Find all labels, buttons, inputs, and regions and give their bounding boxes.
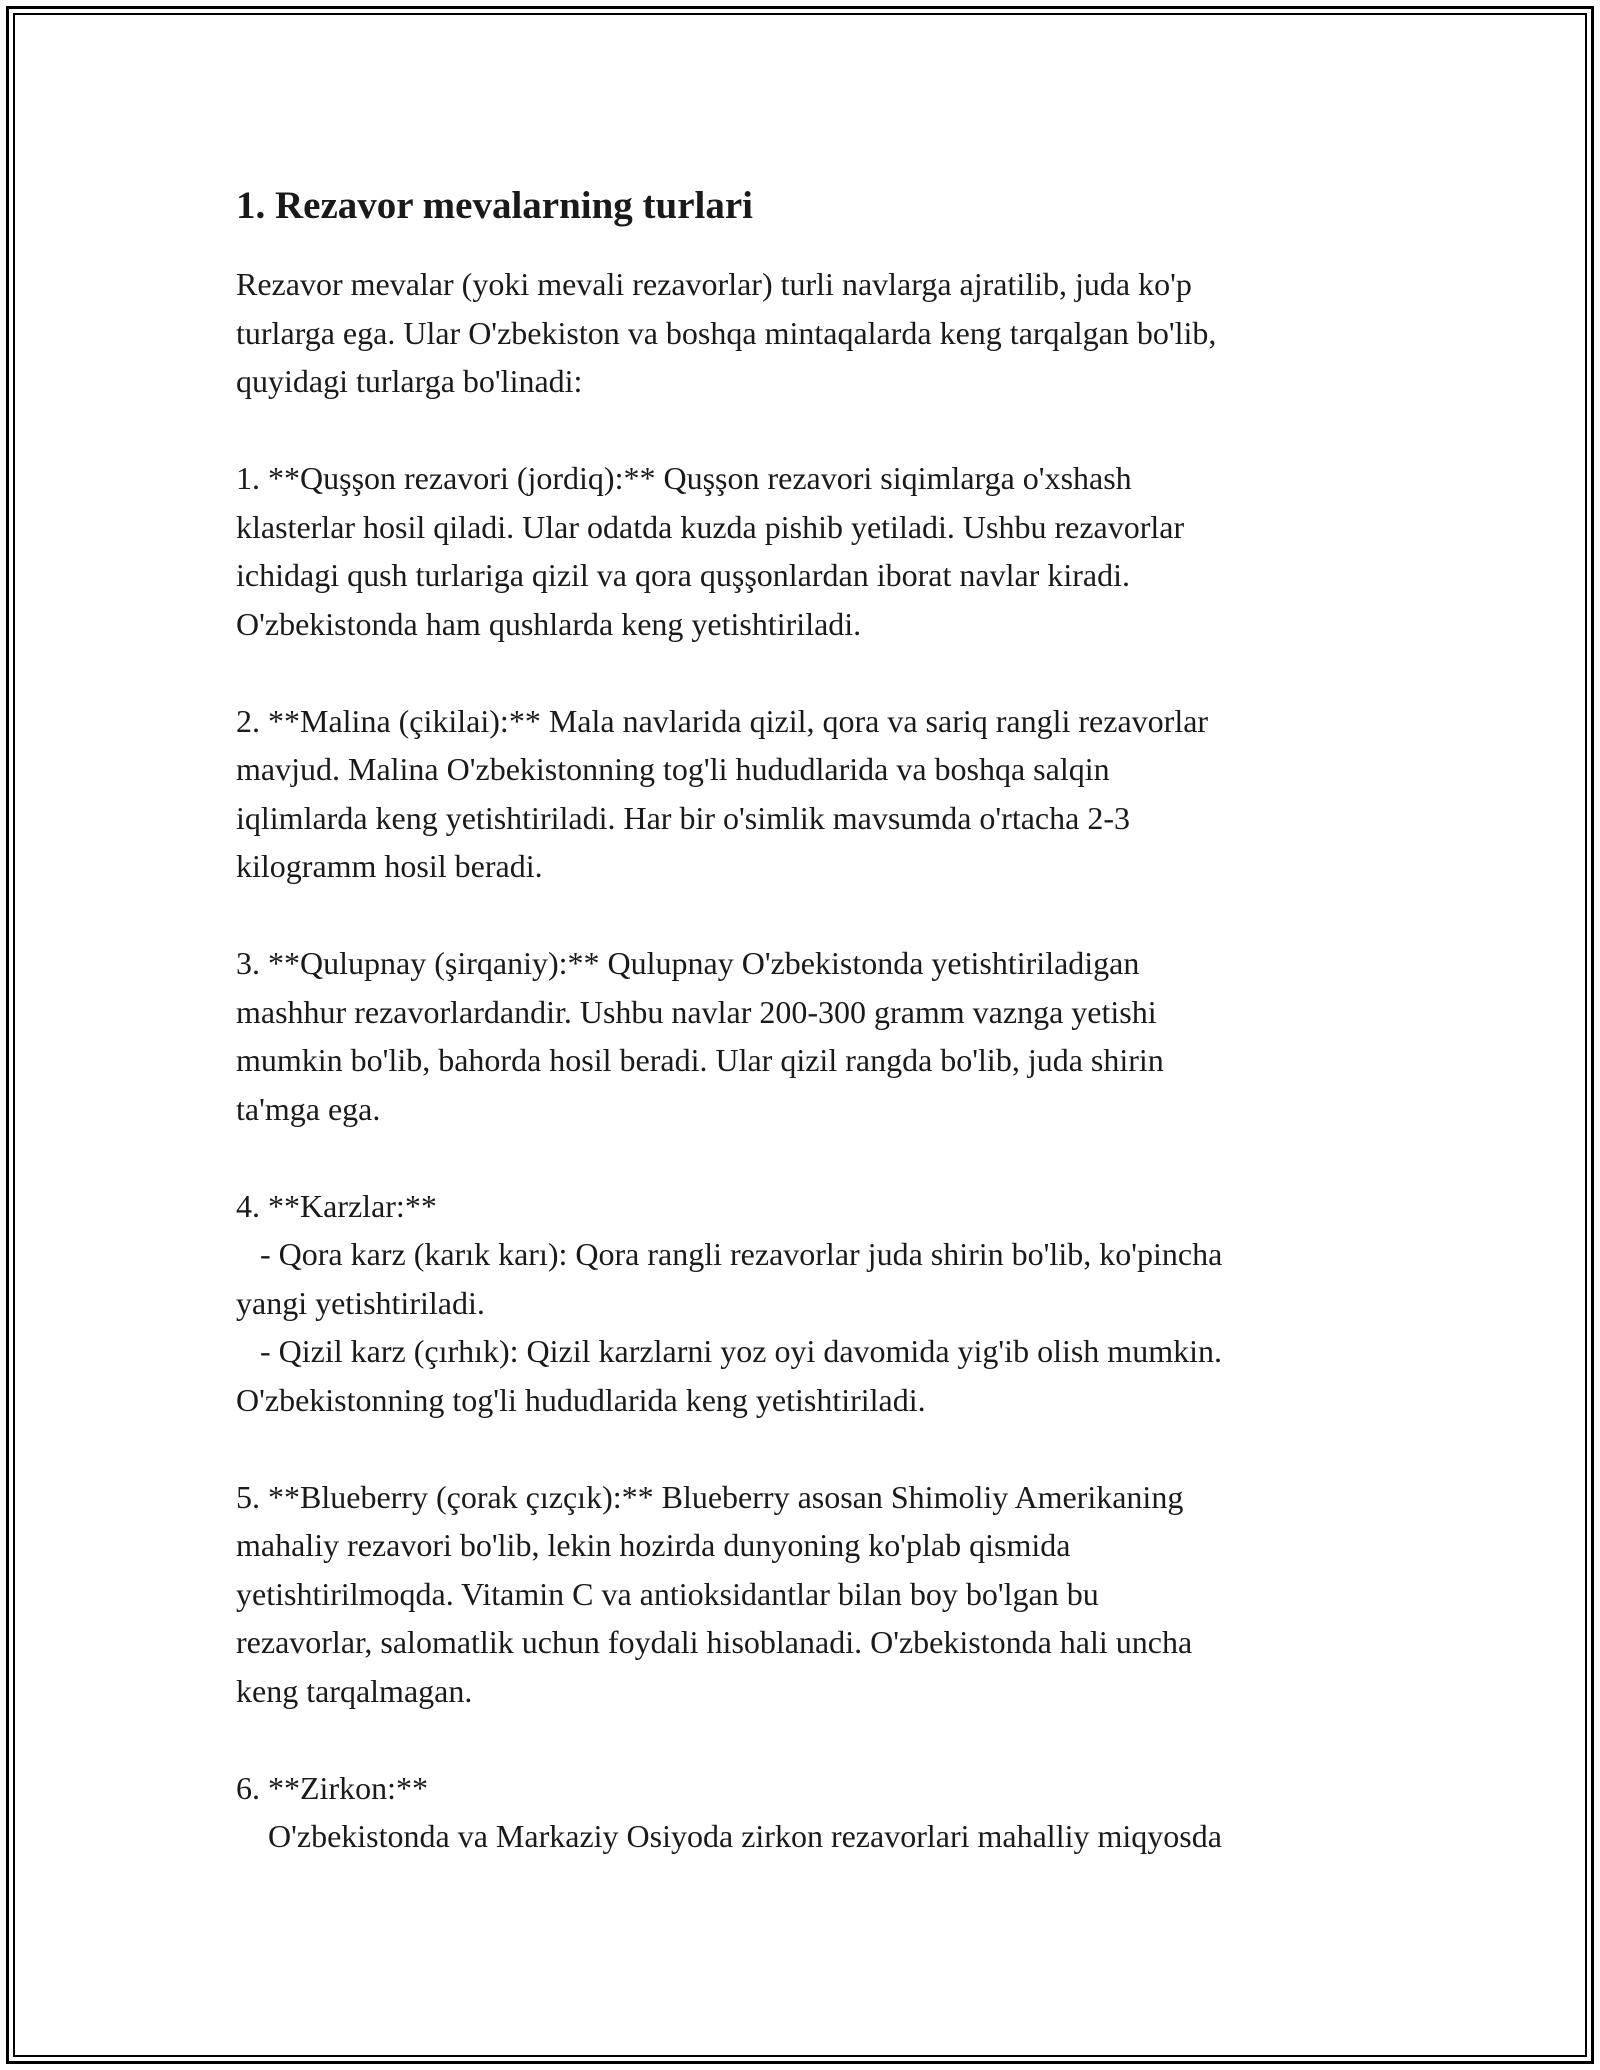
list-item-1: 1. **Quşşon rezavori (jordiq):** Quşşon rezavori siqimlarga o'xshash klasterlar hosil qiladi. Ular odatda kuzda pishib yetiladi. Ushbu rezavorlar ichidagi qush turlariga qizil va qora quşşonlardan iborat navlar kiradi. O'zbekistonda ham qushlarda keng yetishtiriladi. (236, 460, 1185, 642)
list-item-4: 4. **Karzlar:** - Qora karz (karık karı): Qora rangli rezavorlar juda shirin bo'lib, ko'pincha yangi yetishtiriladi. - Qizil karz (çırhık): Qizil karzlarni yoz oyi davomida yig'ib olish mumkin. O'zbekistonning tog'li hududlarida keng yetishtiriladi. (236, 1187, 1223, 1418)
blank-line (236, 891, 1396, 940)
blank-line (236, 1424, 1396, 1473)
intro-paragraph: Rezavor mevalar (yoki mevali rezavorlar) turli navlarga ajratilib, juda ko'p turlarga ega. Ular O'zbekiston va boshqa mintaqalarda keng tarqalgan bo'lib, quyidagi turlarga bo'linadi: (236, 266, 1217, 399)
list-item-6: 6. **Zirkon:** O'zbekistonda va Markaziy Osiyoda zirkon rezavorlari mahalliy miqyosda (236, 1769, 1222, 1854)
list-item-3: 3. **Qulupnay (şirqaniy):** Qulupnay O'zbekistonda yetishtiriladigan mashhur rezavorlardandir. Ushbu navlar 200-300 gramm vaznga yetishi mumkin bo'lib, bahorda hosil beradi. Ular qizil rangda bo'lib, juda shirin ta'mga ega. (236, 945, 1164, 1127)
document-title: 1. Rezavor mevalarning turlari (236, 184, 754, 227)
blank-line (236, 1133, 1396, 1182)
blank-line (236, 406, 1396, 455)
list-item-5: 5. **Blueberry (çorak çızçık):** Blueberry asosan Shimoliy Amerikaning mahaliy rezavori bo'lib, lekin hozirda dunyoning ko'plab qismida yetishtirilmoqda. Vitamin C va antioksidantlar bilan boy bo'lgan bu rezavorlar, salomatlik uchun foydali hisoblanadi. O'zbekistonda hali uncha keng tarqalmagan. (236, 1478, 1193, 1709)
blank-line (236, 1715, 1396, 1764)
document-body (236, 182, 1396, 1861)
list-item-2: 2. **Malina (çikilai):** Mala navlarida qizil, qora va sariq rangli rezavorlar mavjud. Malina O'zbekistonning tog'li hududlarida va boshqa salqin iqlimlarda keng yetishtiriladi. Har bir o'simlik mavsumda o'rtacha 2-3 kilogramm hosil beradi. (236, 702, 1209, 884)
blank-line (236, 648, 1396, 697)
